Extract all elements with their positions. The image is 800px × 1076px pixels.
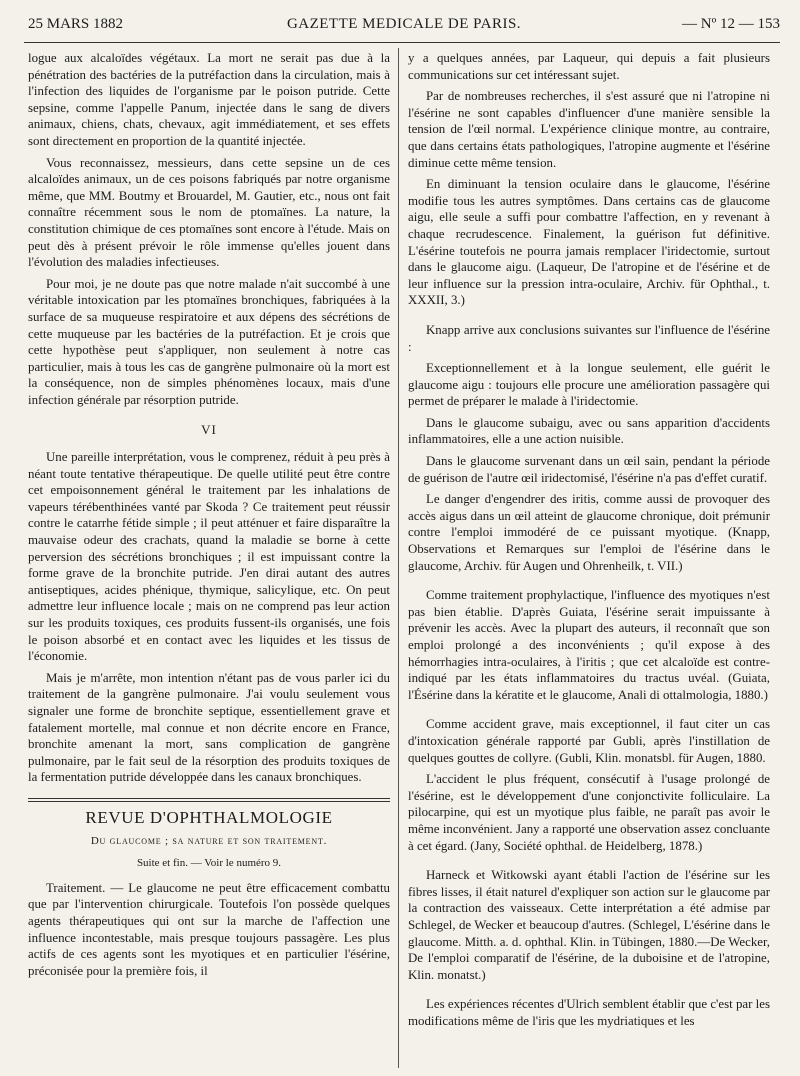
revue-title: REVUE D'OPHTHALMOLOGIE: [85, 807, 333, 827]
column-divider: [398, 48, 399, 1068]
revue-subtitle: Du glaucome ; sa nature et son traitement.: [90, 834, 328, 847]
paragraph: Comme accident grave, mais exceptionnel, il faut citer un cas d'intoxication générale rapporté par Gubli, après l'instillation de quelques gouttes de collyre. (Gubli, Klin. monatsbl. für Augen, 1880.: [408, 717, 770, 765]
header-date: 25 MARS 1882: [28, 16, 124, 32]
revue-note: Suite et fin. — Voir le numéro 9.: [136, 857, 282, 870]
paragraph: Vous reconnaissez, messieurs, dans cette sepsine un de ces alcaloïdes animaux, un de ces poisons fabriqués par notre organisme même, que MM. Boutmy et Brouardel, M. Gautier, etc., nous ont fait connaître récemment sous le nom de ptomaïnes. La nature, la constitution chimique de ces ptomaïnes sont encore à l'étude. Mais on peut dès à présent prévoir le rôle immense qu'elles jouent dans l'évolution des maladies infectieuses.: [28, 155, 390, 270]
section-rule-thin: [28, 801, 390, 802]
section-number: VI: [201, 422, 217, 438]
paragraph: Les expériences récentes d'Ulrich semblent établir que c'est par les modifications même de l'iris que les mydriatiques et les: [408, 997, 770, 1028]
paragraph: Par de nombreuses recherches, il s'est assuré que ni l'atropine ni l'ésérine ne sont capables d'influencer d'une manière sensible la tension de l'œil normal. L'expérience clinique montre, au contraire, que dans certains états pathologiques, l'atropine augmente et l'ésérine diminue cette même tension.: [408, 89, 770, 170]
section-rule: [28, 798, 390, 799]
paragraph: y a quelques années, par Laqueur, qui depuis a fait plusieurs communications sur cet intéressant sujet.: [408, 51, 770, 82]
paragraph: Une pareille interprétation, vous le comprenez, réduit à peu près à néant toute tentative thérapeutique. De quelle utilité peut être contre cet empoisonnement général le traitement par les inhalations de vapeurs térébenthinées vanté par Skoda ? Ce traitement peut réussir contre le catarrhe fétide simple ; il peut atténuer et faire disparaître la mauvaise odeur des crachats, quand la maladie se borne à cette perversion des sécrétions bronchiques ; il est impuissant contre la forme grave de la bronchite putride. J'en dirai autant des autres antiseptiques, acides phénique, thymique, salicylique, etc. On peut admettre leur influence locale ; mais on ne comprend pas leur action sur les produits toxiques, ces produits fussent-ils organisés, une fois le poison absorbé et en contact avec les liquides et les tissus de l'économie.: [28, 450, 390, 664]
paragraph: Le danger d'engendrer des iritis, comme aussi de provoquer des accès aigus dans un œil atteint de glaucome chronique, doit prémunir contre l'emploi immodéré de ce puissant myotique. (Knapp, Observations et Remarques sur l'emploi de l'ésérine dans le glaucome, Archiv. für Augen und Ohrenheilk, t. VII.): [408, 492, 770, 573]
paragraph: Traitement. — Le glaucome ne peut être efficacement combattu que par l'intervention chirurgicale. Toutefois l'on possède quelques agents thérapeutiques qui ont sur la marche de l'affection une influence incontestable, mais presque toujours passagère. Les plus actifs de ces agents sont les myotiques et en particulier l'ésérine, préconisée pour la première fois, il: [28, 880, 390, 978]
paragraph: logue aux alcaloïdes végétaux. La mort ne serait pas due à la pénétration des bactéries de la putréfaction dans la circulation, mais à l'infection des liquides de l'organisme par le poison putride. Cette sepsine, comme l'appelle Panum, injectée dans le sang de divers animaux, chiens, chats, chevaux, agit immédiatement, et ses effets sont directement en proportion de la quantité injectée.: [28, 51, 390, 148]
header-title: GAZETTE MEDICALE DE PARIS.: [286, 16, 522, 32]
paragraph: Pour moi, je ne doute pas que notre malade n'ait succombé à une véritable intoxication par les ptomaïnes bronchiques, fabriquées à la surface de sa muqueuse respiratoire et aux dépens des sécrétions de cette muqueuse par les bactéries de la putréfaction. Et je crois que cette hypothèse peut s'appliquer, non seulement à notre cas particulier, mais à tous les cas de gangrène pulmonaire où la mort est la conséquence, non de simples phénomènes locaux, mais d'une infection générale par résorption putride.: [28, 276, 390, 407]
paragraph: Comme traitement prophylactique, l'influence des myotiques n'est pas bien établie. D'après Guiata, l'ésérine serait impuissante à prévenir les accès. Avec la plupart des auteurs, il reconnaît que son emploi prolongé a des inconvénients ; qu'il expose à des hémorrhagies intra-oculaires, à l'iritis ; que cet alcaloïde est contre-indiqué par les états inflammatoires du tractus uvéal. (Guiata, l'Ésérine dans la kératite et le glaucome, Anali di ottalmologia, 1880.): [408, 588, 770, 702]
paragraph: Knapp arrive aux conclusions suivantes sur l'influence de l'ésérine :: [408, 322, 770, 354]
paragraph: Harneck et Witkowski ayant établi l'action de l'ésérine sur les fibres lisses, il était naturel d'expliquer son action sur le glaucome par la contraction des vaisseaux. Cette interprétation a été admise par Schlegel, de Wecker et beaucoup d'autres. (Schlegel, L'ésérine dans le glaucome. Mitth. a. d. ophthal. Klin. in Tübingen, 1880.—De Wecker, De l'emploi comparatif de l'ésérine, de la duboisine et de l'atropine, Klin. monatst.): [408, 868, 770, 982]
paragraph: En diminuant la tension oculaire dans le glaucome, l'ésérine modifie tous les autres symptômes. Dans certains cas de glaucome aigu, elle seule a suffi pour combattre l'affection, en y revenant à chaque recrudescence. Finalement, la guérison fut définitive. L'ésérine toutefois ne pourra jamais remplacer l'iridectomie, surtout dans le glaucome aigu. (Laqueur, De l'atropine et de l'ésérine et de leur influence sur la pression intra-oculaire, Archiv. für Ophthal., t. XXXII, 3.): [408, 177, 770, 308]
paragraph: Dans le glaucome survenant dans un œil sain, pendant la période de guérison de l'autre œil iridectomisé, l'ésérine n'a pas d'effet curatif.: [408, 454, 770, 485]
paragraph: Mais je m'arrête, mon intention n'étant pas de vous parler ici du traitement de la gangrène pulmonaire. J'ai voulu seulement vous signaler une forme de bronchite septique, essentiellement grave et fatalement mortelle, mal connue et non décrite encore en France, bronchite amenant la mort, sans complication de gangrène pulmonaire, par le fait seul de la résorption des produits toxiques de la fermentation putride développée dans les canaux bronchiques.: [28, 670, 390, 785]
left-column: [28, 50, 390, 1068]
page-header: [28, 12, 780, 38]
paragraph: Exceptionnellement et à la longue seulement, elle guérit le glaucome aigu : toujours elle procure une amélioration passagère qui permet de préparer le malade à l'iridectomie.: [408, 361, 770, 409]
right-column: [408, 50, 770, 1068]
header-rule: [24, 42, 780, 43]
paragraph: Dans le glaucome subaigu, avec ou sans apparition d'accidents inflammatoires, elle a une action nuisible.: [408, 415, 770, 447]
paragraph: L'accident le plus fréquent, consécutif à l'usage prolongé de l'ésérine, est le développement d'une conjonctivite folliculaire. La pilocarpine, qui est un myotique plus faible, ne paraît pas avoir le même inconvénient. Jany a rapporté une observation assez concluante à cet égard. (Jany, Société ophthal. de Heidelberg, 1878.): [408, 772, 770, 853]
header-page-number: — Nº 12 — 153: [682, 16, 780, 32]
